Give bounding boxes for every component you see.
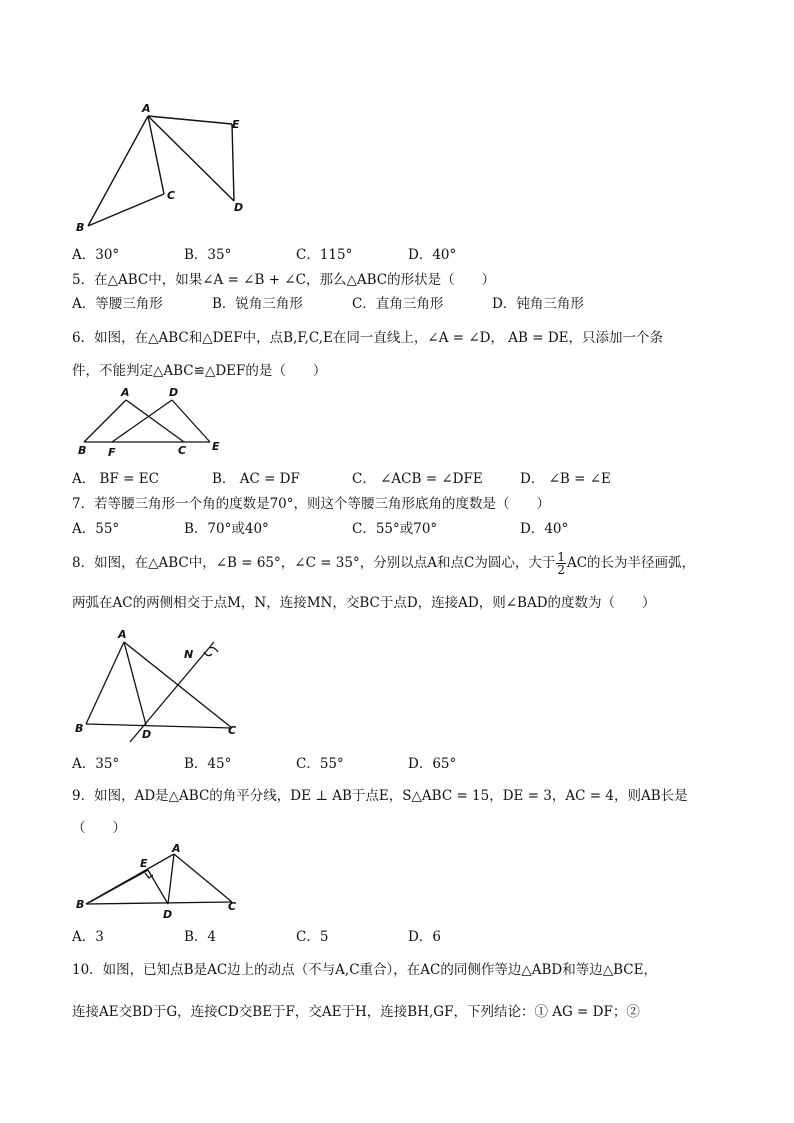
- q6-label-a: A: [121, 386, 130, 399]
- q8-option-c: C．55°: [296, 756, 344, 772]
- q8-label-n: N: [184, 648, 194, 661]
- q8-frac-den: 2: [557, 563, 565, 577]
- q5-option-b: B．锐角三角形: [212, 296, 303, 312]
- q6-option-d: D． ∠B = ∠E: [520, 471, 611, 487]
- q8-stem-line1-a: 8．如图，在△ABC中，∠B = 65°，∠C = 35°，分别以点A和点C为圆心，大于: [72, 555, 556, 571]
- q5-option-c: C．直角三角形: [352, 296, 444, 312]
- q7-option-b: B．70°或40°: [184, 521, 269, 537]
- q9-option-b: B．4: [184, 929, 217, 945]
- q8-fraction: [556, 551, 566, 576]
- q7-option-a: A．55°: [72, 521, 120, 537]
- q10-stem-line1: 10．如图，已知点B是AC边上的动点（不与A,C重合），在AC的同侧作等边△ABD和等边△BCE，: [72, 962, 657, 978]
- q8-label-a: A: [118, 628, 127, 641]
- q4-option-b: B．35°: [184, 247, 232, 263]
- q6-stem-line2: 件，不能判定△ABC≌△DEF的是（ ）: [72, 363, 327, 379]
- q8-stem-line2: 两弧在AC的两侧相交于点M，N，连接MN，交BC于点D，连接AD，则∠BAD的度数为（ ）: [72, 595, 656, 611]
- q8-option-d: D．65°: [408, 756, 457, 772]
- q7-option-c: C．55°或70°: [352, 521, 438, 537]
- q4-label-e: E: [232, 118, 240, 131]
- q6-label-f: F: [108, 446, 116, 459]
- q8-stem-line1: [72, 551, 695, 576]
- q7-option-d: D．40°: [520, 521, 569, 537]
- q9-label-a: A: [172, 842, 181, 855]
- q9-label-b: B: [76, 898, 85, 911]
- q8-figure: [72, 624, 252, 744]
- q9-stem-line2: （ ）: [72, 820, 126, 836]
- q4-figure: [72, 98, 272, 238]
- q8-option-a: A．35°: [72, 756, 120, 772]
- q7-stem: 7．若等腰三角形一个角的度数是70°，则这个等腰三角形底角的度数是（ ）: [72, 496, 551, 512]
- q4-label-d: D: [234, 201, 244, 214]
- q9-label-c: C: [228, 900, 237, 913]
- q4-option-d: D．40°: [408, 247, 457, 263]
- q5-option-d: D．钝角三角形: [492, 296, 584, 312]
- q4-label-c: C: [167, 189, 176, 202]
- q6-stem-line1: 6．如图，在△ABC和△DEF中，点B,F,C,E在同一直线上，∠A = ∠D， AB = DE，只添加一个条: [72, 330, 664, 346]
- q6-option-a: A． BF = EC: [72, 471, 159, 487]
- q9-figure: [72, 842, 252, 922]
- q4-option-a: A．30°: [72, 247, 120, 263]
- q6-figure: [72, 384, 232, 460]
- q10-stem-line2: 连接AE交BD于G，连接CD交BE于F，交AE于H，连接BH,GF，下列结论：① AG = DF；②: [72, 1004, 640, 1020]
- q8-option-b: B．45°: [184, 756, 232, 772]
- q4-label-b: B: [76, 221, 85, 234]
- q9-label-d: D: [163, 908, 173, 921]
- q6-option-b: B． AC = DF: [212, 471, 300, 487]
- q8-label-c: C: [228, 724, 237, 737]
- q9-stem-line1: 9．如图，AD是△ABC的角平分线，DE ⊥ AB于点E，S△ABC = 15，DE = 3，AC = 4，则AB长是: [72, 788, 688, 804]
- q8-frac-num: 1: [557, 550, 565, 564]
- q9-option-a: A．3: [72, 929, 104, 945]
- q5-stem: 5．在△ABC中，如果∠A = ∠B + ∠C，那么△ABC的形状是（ ）: [72, 272, 496, 288]
- q6-label-b: B: [78, 444, 87, 457]
- q9-label-e: E: [140, 857, 148, 870]
- q8-label-b: B: [75, 722, 84, 735]
- q8-stem-line1-b: AC的长为半径画弧，: [566, 555, 696, 571]
- q6-label-c: C: [178, 444, 187, 457]
- q6-label-d: D: [169, 386, 179, 399]
- q6-option-c: C． ∠ACB = ∠DFE: [352, 471, 483, 487]
- q4-option-c: C．115°: [296, 247, 353, 263]
- q4-label-a: A: [142, 102, 151, 115]
- q8-label-d: D: [142, 728, 152, 741]
- q6-label-e: E: [212, 440, 220, 453]
- q9-option-d: D．6: [408, 929, 441, 945]
- q5-option-a: A．等腰三角形: [72, 296, 163, 312]
- q9-option-c: C．5: [296, 929, 329, 945]
